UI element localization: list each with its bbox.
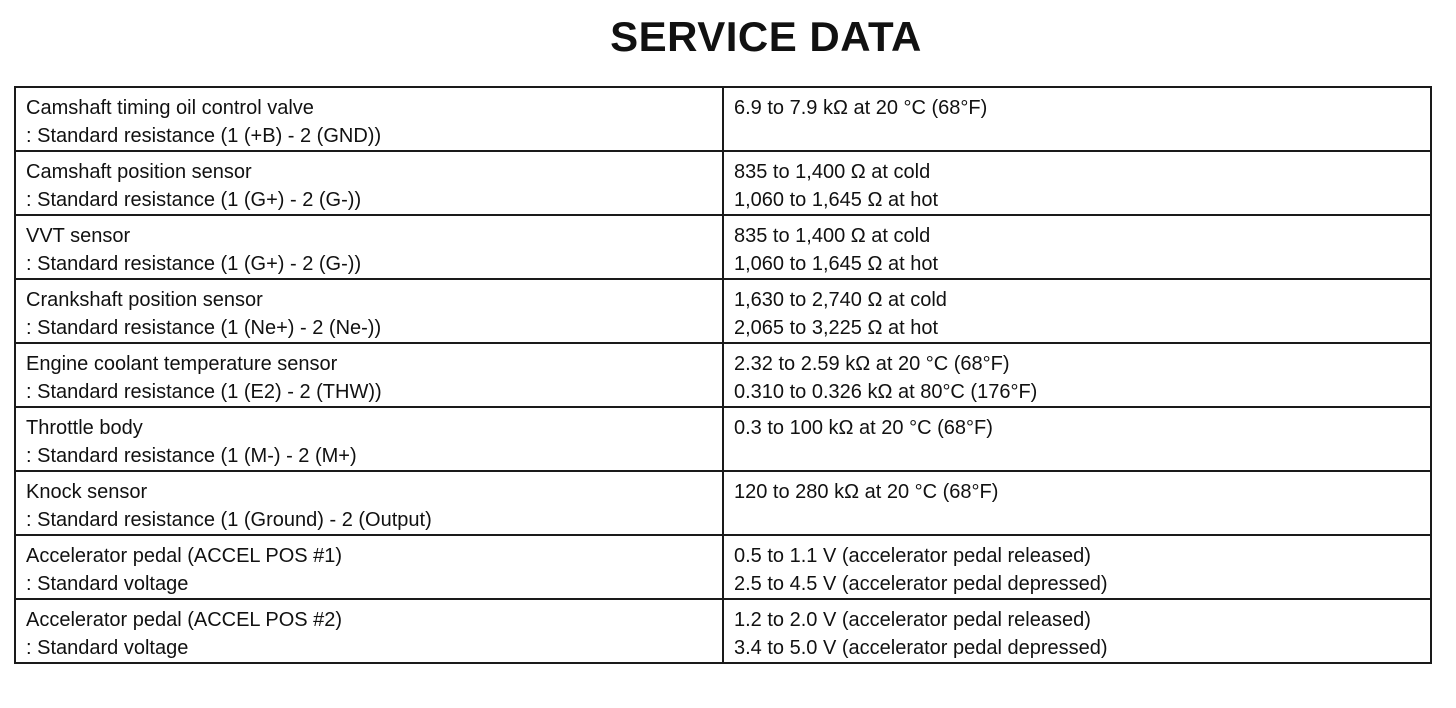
spec-value: 6.9 to 7.9 kΩ at 20 °C (68°F) bbox=[734, 97, 988, 119]
spec-value: 1.2 to 2.0 V (accelerator pedal released) bbox=[734, 609, 1091, 631]
component-name: Camshaft timing oil control valve bbox=[26, 97, 314, 119]
value-cell bbox=[723, 279, 1431, 343]
value-cell bbox=[723, 87, 1431, 151]
component-name: Throttle body bbox=[26, 417, 143, 439]
component-name: Crankshaft position sensor bbox=[26, 289, 263, 311]
component-name: Camshaft position sensor bbox=[26, 161, 252, 183]
item-cell bbox=[15, 87, 723, 151]
table-row bbox=[15, 279, 1431, 343]
item-cell bbox=[15, 599, 723, 663]
spec-value: 120 to 280 kΩ at 20 °C (68°F) bbox=[734, 481, 999, 503]
value-cell bbox=[723, 343, 1431, 407]
spec-description: : Standard resistance (1 (G+) - 2 (G-)) bbox=[26, 189, 362, 211]
component-name: VVT sensor bbox=[26, 225, 131, 247]
table-row bbox=[15, 599, 1431, 663]
spec-value: 0.5 to 1.1 V (accelerator pedal released) bbox=[734, 545, 1091, 567]
item-cell bbox=[15, 407, 723, 471]
spec-description: : Standard voltage bbox=[26, 573, 189, 595]
component-name: Engine coolant temperature sensor bbox=[26, 353, 338, 375]
value-cell bbox=[723, 471, 1431, 535]
table-row bbox=[15, 151, 1431, 215]
spec-value: 0.310 to 0.326 kΩ at 80°C (176°F) bbox=[734, 381, 1038, 403]
value-cell bbox=[723, 535, 1431, 599]
value-cell bbox=[723, 599, 1431, 663]
value-cell bbox=[723, 407, 1431, 471]
table-row bbox=[15, 407, 1431, 471]
spec-description: : Standard resistance (1 (M-) - 2 (M+) bbox=[26, 445, 357, 467]
component-name: Accelerator pedal (ACCEL POS #1) bbox=[26, 545, 343, 567]
item-cell bbox=[15, 343, 723, 407]
spec-value: 835 to 1,400 Ω at cold bbox=[734, 161, 931, 183]
item-cell bbox=[15, 215, 723, 279]
table-row bbox=[15, 471, 1431, 535]
service-data-table bbox=[14, 86, 1432, 664]
spec-description: : Standard resistance (1 (E2) - 2 (THW)) bbox=[26, 381, 382, 403]
spec-value: 3.4 to 5.0 V (accelerator pedal depressed) bbox=[734, 637, 1108, 659]
spec-description: : Standard resistance (1 (+B) - 2 (GND)) bbox=[26, 125, 382, 147]
spec-description: : Standard resistance (1 (G+) - 2 (G-)) bbox=[26, 253, 362, 275]
table-row bbox=[15, 87, 1431, 151]
item-cell bbox=[15, 151, 723, 215]
spec-description: : Standard voltage bbox=[26, 637, 189, 659]
value-cell bbox=[723, 215, 1431, 279]
spec-description: : Standard resistance (1 (Ground) - 2 (Output) bbox=[26, 509, 432, 531]
component-name: Knock sensor bbox=[26, 481, 148, 503]
spec-value: 1,060 to 1,645 Ω at hot bbox=[734, 253, 938, 275]
spec-value: 2.32 to 2.59 kΩ at 20 °C (68°F) bbox=[734, 353, 1010, 375]
spec-value: 2.5 to 4.5 V (accelerator pedal depressed) bbox=[734, 573, 1108, 595]
component-name: Accelerator pedal (ACCEL POS #2) bbox=[26, 609, 343, 631]
spec-value: 1,630 to 2,740 Ω at cold bbox=[734, 289, 947, 311]
spec-value: 2,065 to 3,225 Ω at hot bbox=[734, 317, 938, 339]
spec-description: : Standard resistance (1 (Ne+) - 2 (Ne-)) bbox=[26, 317, 382, 339]
table-row bbox=[15, 535, 1431, 599]
spec-value: 0.3 to 100 kΩ at 20 °C (68°F) bbox=[734, 417, 993, 439]
spec-value: 835 to 1,400 Ω at cold bbox=[734, 225, 931, 247]
item-cell bbox=[15, 279, 723, 343]
table-row bbox=[15, 215, 1431, 279]
value-cell bbox=[723, 151, 1431, 215]
table-row bbox=[15, 343, 1431, 407]
item-cell bbox=[15, 471, 723, 535]
page-title: SERVICE DATA bbox=[610, 13, 922, 60]
item-cell bbox=[15, 535, 723, 599]
spec-value: 1,060 to 1,645 Ω at hot bbox=[734, 189, 938, 211]
